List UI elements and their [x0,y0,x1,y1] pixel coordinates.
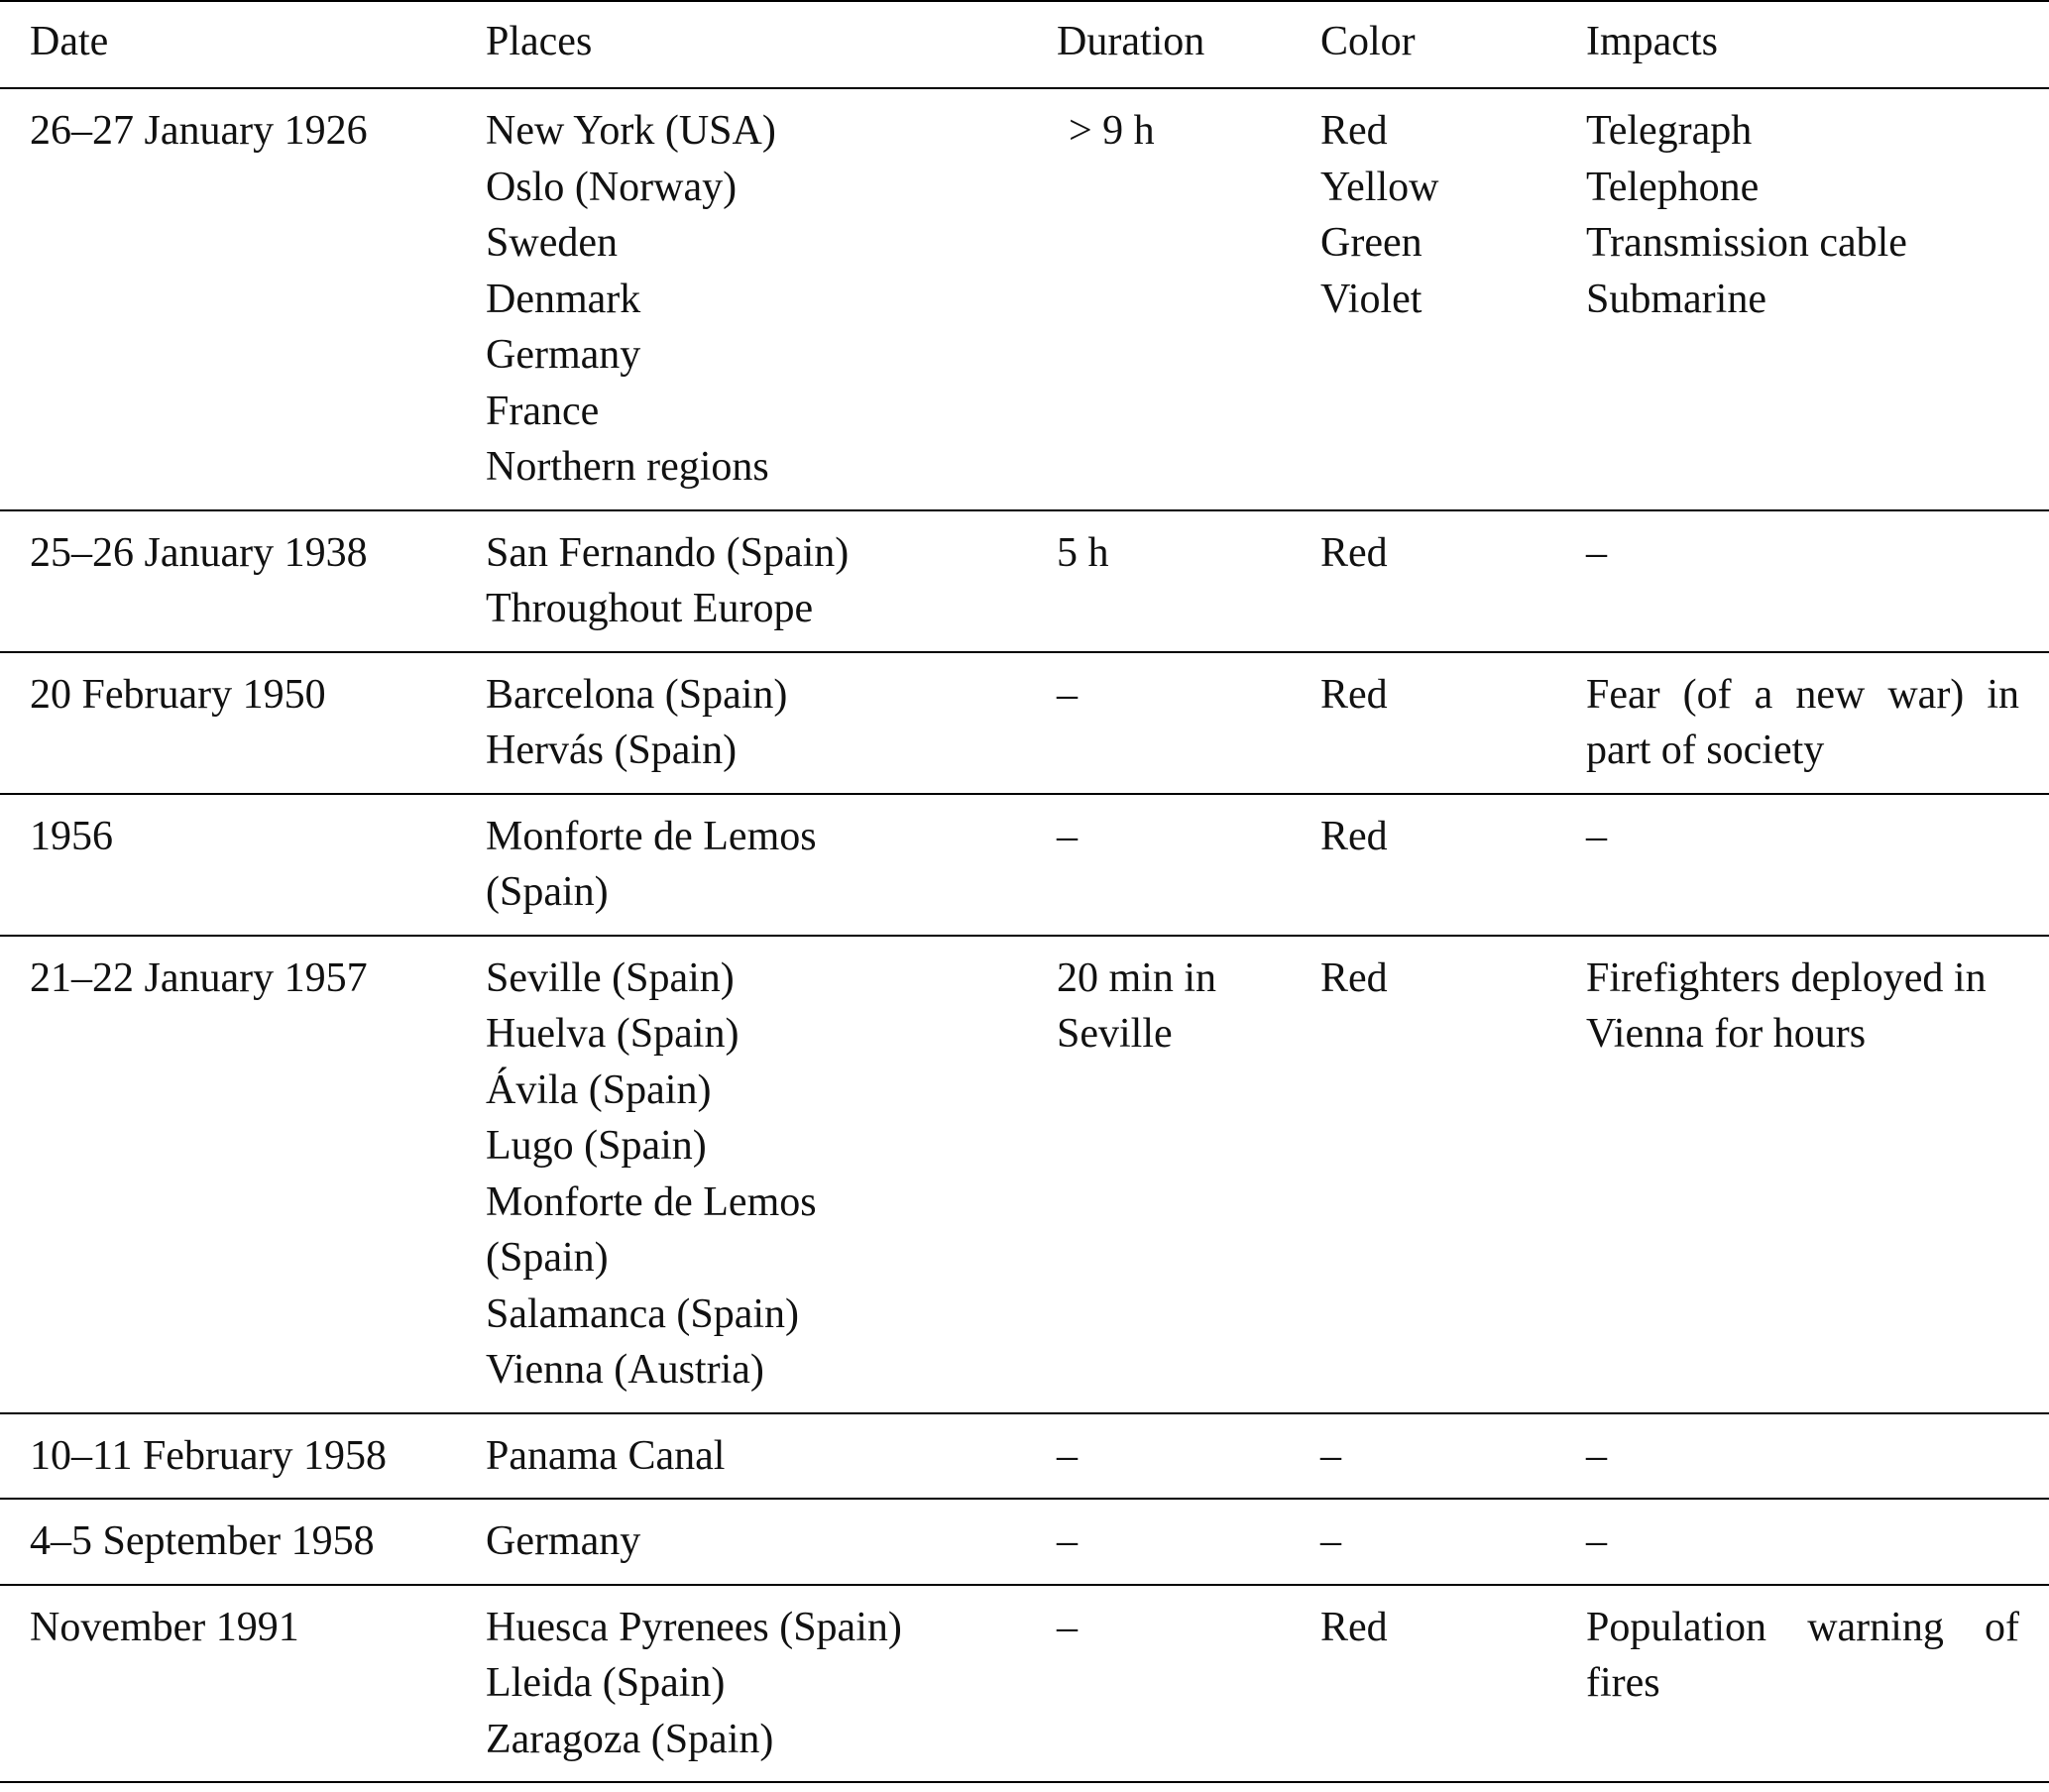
cell-duration [1057,1585,1320,1783]
table-header [0,1,2049,88]
place: Throughout Europe [486,586,814,631]
place: Zaragoza (Spain) [486,1716,774,1762]
place: Barcelona (Spain) [486,671,788,718]
impact: – [1586,1518,1607,1564]
cell-color [1320,510,1586,652]
impact: Firefighters deployed in [1586,954,1987,1001]
color-value: Red [1320,954,1388,1001]
cell-color [1320,794,1586,936]
place: Northern regions [486,444,769,490]
table-row [0,794,2049,936]
color-value: Green [1320,220,1423,266]
color-value: Violet [1320,276,1423,322]
cell-places [486,1499,1057,1585]
cell-duration [1057,936,1320,1413]
cell-places [486,1585,1057,1783]
cell-color [1320,652,1586,794]
impact: – [1586,813,1607,859]
place: New York (USA) [486,108,776,154]
place: Hervás (Spain) [486,728,738,773]
table-row [0,88,2049,510]
table-row [0,1585,2049,1783]
duration-value: Seville [1057,1011,1173,1057]
cell-impacts [1586,1585,2049,1783]
place: Vienna (Austria) [486,1347,764,1393]
table-row [0,510,2049,652]
place: Germany [486,332,641,378]
cell-places [486,652,1057,794]
duration-value: 5 h [1057,529,1109,576]
cell-duration [1057,652,1320,794]
place: (Spain) [486,1235,609,1281]
cell-date: November 1991 [30,1604,299,1650]
duration-value: 20 min in [1057,954,1217,1001]
cell-places [486,794,1057,936]
cell-impacts [1586,510,2049,652]
duration-value: – [1057,1604,1078,1650]
cell-color [1320,1585,1586,1783]
place: Huelva (Spain) [486,1011,740,1057]
cell-places [486,936,1057,1413]
place: Monforte de Lemos [486,813,817,859]
cell-date: 21–22 January 1957 [30,954,368,1001]
duration-value: – [1057,813,1078,859]
cell-impacts [1586,1413,2049,1500]
cell-places [486,510,1057,652]
place: Lugo (Spain) [486,1123,707,1169]
table-body [0,88,2049,1782]
cell-date: 20 February 1950 [30,671,326,718]
color-value: Red [1320,108,1388,154]
impact: Vienna for hours [1586,1011,1867,1057]
cell-color [1320,936,1586,1413]
color-value: Red [1320,1604,1388,1650]
header-color: Color [1320,19,1416,64]
cell-duration [1057,794,1320,936]
header-duration: Duration [1057,19,1205,64]
place: Germany [486,1518,641,1564]
place: France [486,388,600,434]
place: Monforte de Lemos [486,1178,817,1225]
table-row [0,936,2049,1413]
impact: – [1586,529,1607,576]
color-value: Red [1320,671,1388,718]
header-date: Date [30,19,109,64]
color-value: – [1320,1432,1341,1479]
header-impacts: Impacts [1586,19,1718,64]
place: Lleida (Spain) [486,1660,726,1706]
place: San Fernando (Spain) [486,529,850,576]
place: Seville (Spain) [486,954,735,1001]
duration-value: – [1057,1518,1078,1564]
cell-duration [1057,1413,1320,1500]
cell-date: 25–26 January 1938 [30,529,368,576]
place: Panama Canal [486,1432,726,1479]
color-value: Yellow [1320,164,1439,210]
table-row [0,1413,2049,1500]
color-value: Red [1320,529,1388,576]
cell-impacts [1586,794,2049,936]
impact: Fear (of a new war) in part of society [1586,671,2019,773]
place: Oslo (Norway) [486,164,738,210]
impact: Submarine [1586,276,1766,322]
cell-impacts [1586,1499,2049,1585]
duration-value: – [1057,1432,1078,1479]
cell-duration [1057,88,1320,510]
place: Huesca Pyrenees (Spain) [486,1604,902,1650]
cell-duration [1057,510,1320,652]
cell-color [1320,1413,1586,1500]
table-row [0,1499,2049,1585]
impact: – [1586,1432,1607,1479]
table-row [0,652,2049,794]
cell-impacts [1586,88,2049,510]
cell-date: 4–5 September 1958 [30,1518,375,1564]
impact: Telephone [1586,164,1760,210]
cell-impacts [1586,936,2049,1413]
impact: Population warning of fires [1586,1604,2019,1706]
color-value: Red [1320,813,1388,859]
duration-value: > 9 h [1069,108,1155,154]
color-value: – [1320,1518,1341,1564]
duration-value: – [1057,671,1078,718]
impact: Telegraph [1586,108,1753,154]
cell-impacts [1586,652,2049,794]
cell-color [1320,88,1586,510]
cell-date: 26–27 January 1926 [30,108,368,154]
place: Sweden [486,220,618,266]
header-row [0,1,2049,88]
cell-places [486,88,1057,510]
header-places: Places [486,19,593,64]
place: Denmark [486,276,641,322]
cell-color [1320,1499,1586,1585]
cell-places [486,1413,1057,1500]
place: Ávila (Spain) [486,1066,712,1113]
place: Salamanca (Spain) [486,1290,800,1337]
cell-duration [1057,1499,1320,1585]
impact: Transmission cable [1586,220,1907,266]
place: (Spain) [486,869,609,915]
cell-date: 1956 [30,813,113,859]
cell-date: 10–11 February 1958 [30,1432,388,1479]
